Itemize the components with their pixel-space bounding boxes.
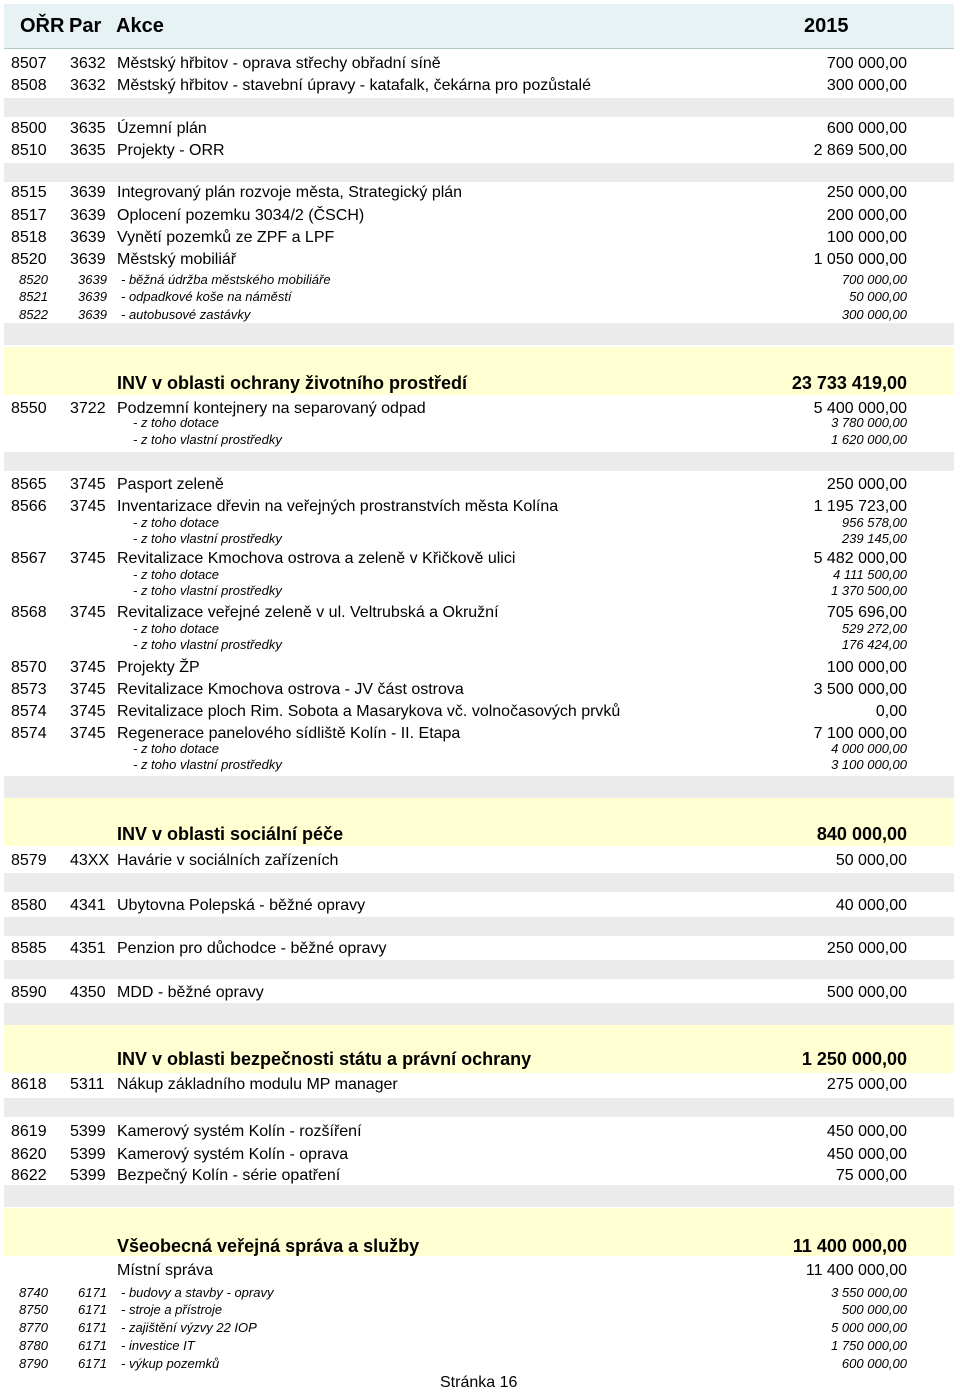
paragraph-code: 4341: [70, 897, 106, 914]
amount-2015: 450 000,00: [826, 1123, 907, 1140]
paragraph-code: 3635: [70, 120, 106, 137]
table-row: [0, 937, 960, 959]
action-description: - z toho vlastní prostředky: [133, 432, 282, 447]
action-description: INV v oblasti ochrany životního prostředí: [117, 373, 468, 393]
table-row: [0, 204, 960, 226]
amount-2015: 5 000 000,00: [831, 1320, 907, 1335]
funding-breakdown-row: [0, 515, 960, 531]
action-description: Havárie v sociálních zařízeních: [117, 852, 339, 869]
amount-2015: 705 696,00: [826, 604, 907, 621]
row-spacer: [4, 163, 954, 182]
orr-code: 8565: [11, 476, 47, 493]
table-row: [0, 248, 960, 270]
table-row: [0, 181, 960, 203]
paragraph-code: 3745: [70, 604, 106, 621]
amount-2015: 956 578,00: [841, 515, 907, 530]
section-heading-row: [0, 823, 960, 849]
section-spacer: [4, 1185, 954, 1207]
paragraph-code: 3639: [70, 229, 106, 246]
paragraph-code: 6171: [78, 1338, 107, 1353]
orr-code: 8510: [11, 142, 47, 159]
amount-2015: 700 000,00: [826, 55, 907, 72]
paragraph-code: 3639: [78, 289, 107, 304]
amount-2015: 239 145,00: [841, 531, 907, 546]
paragraph-code: 3635: [70, 142, 106, 159]
orr-code: 8522: [19, 307, 48, 322]
paragraph-code: 3745: [70, 550, 106, 567]
table-row: [0, 270, 960, 288]
table-row: [0, 1259, 960, 1281]
orr-code: 8508: [11, 77, 47, 94]
orr-code: 8622: [11, 1167, 47, 1184]
table-row: [0, 678, 960, 700]
paragraph-code: 6171: [78, 1285, 107, 1300]
amount-2015: 2 869 500,00: [813, 142, 907, 159]
amount-2015: 1 620 000,00: [831, 432, 907, 447]
page-number: Stránka 16: [440, 1374, 518, 1391]
table-row: [0, 1120, 960, 1142]
action-description: - z toho vlastní prostředky: [133, 757, 282, 772]
paragraph-code: 4350: [70, 984, 106, 1001]
action-description: Všeobecná veřejná správa a služby: [117, 1236, 420, 1256]
paragraph-code: 5399: [70, 1123, 106, 1140]
paragraph-code: 6171: [78, 1356, 107, 1371]
table-row: [0, 1318, 960, 1336]
action-description: Revitalizace Kmochova ostrova a zeleně v Křičkově ulici: [117, 550, 516, 567]
column-header-par: Par: [69, 15, 102, 37]
amount-2015: 1 050 000,00: [813, 251, 907, 268]
orr-code: 8618: [11, 1076, 47, 1093]
orr-code: 8570: [11, 659, 47, 676]
table-row: [0, 1073, 960, 1095]
action-description: - odpadkové koše na náměstí: [121, 289, 292, 304]
orr-code: 8579: [11, 852, 47, 869]
paragraph-code: 5311: [70, 1076, 105, 1093]
amount-2015: 75 000,00: [835, 1167, 907, 1184]
action-description: Revitalizace Kmochova ostrova - JV část ostrova: [117, 681, 464, 698]
row-spacer: [4, 873, 954, 892]
orr-code: 8520: [19, 272, 48, 287]
section-heading-row: [0, 1048, 960, 1074]
action-description: - z toho dotace: [133, 515, 219, 530]
amount-2015: 40 000,00: [835, 897, 907, 914]
amount-2015: 50 000,00: [849, 289, 907, 304]
amount-2015: 1 750 000,00: [831, 1338, 907, 1353]
orr-code: 8515: [11, 184, 47, 201]
funding-breakdown-row: [0, 415, 960, 431]
section-spacer: [4, 776, 954, 798]
funding-breakdown-row: [0, 621, 960, 637]
amount-2015: 300 000,00: [826, 77, 907, 94]
paragraph-code: 6171: [78, 1320, 107, 1335]
paragraph-code: 3632: [70, 55, 106, 72]
amount-2015: 529 272,00: [841, 621, 907, 636]
action-description: Revitalizace veřejné zeleně v ul. Veltrubská a Okružní: [117, 604, 499, 621]
amount-2015: 100 000,00: [826, 659, 907, 676]
section-spacer: [4, 323, 954, 345]
action-description: Projekty ŽP: [117, 659, 200, 676]
table-row: [0, 981, 960, 1003]
orr-code: 8573: [11, 681, 47, 698]
action-description: Pasport zeleně: [117, 476, 224, 493]
action-description: - budovy a stavby - opravy: [121, 1285, 274, 1300]
table-row: [0, 287, 960, 305]
paragraph-code: 5399: [70, 1167, 106, 1184]
orr-code: 8585: [11, 940, 47, 957]
paragraph-code: 3639: [78, 307, 107, 322]
orr-code: 8574: [11, 703, 47, 720]
orr-code: 8780: [19, 1338, 48, 1353]
action-description: Nákup základního modulu MP manager: [117, 1076, 398, 1093]
action-description: Kamerový systém Kolín - oprava: [117, 1146, 349, 1163]
paragraph-code: 3639: [78, 272, 107, 287]
column-header-orr: OŘR: [20, 15, 65, 37]
orr-code: 8520: [11, 251, 47, 268]
table-row: [0, 226, 960, 248]
action-description: Městský hřbitov - oprava střechy obřadní síně: [117, 55, 441, 72]
column-header-year: 2015: [804, 15, 849, 37]
paragraph-code: 3639: [70, 251, 106, 268]
paragraph-code: 3745: [70, 681, 106, 698]
amount-2015: 600 000,00: [841, 1356, 907, 1371]
orr-code: 8740: [19, 1285, 48, 1300]
amount-2015: 11 400 000,00: [805, 1262, 907, 1279]
action-description: Projekty - ORR: [117, 142, 225, 159]
paragraph-code: 3745: [70, 476, 106, 493]
table-row: [0, 305, 960, 323]
action-description: - investice IT: [121, 1338, 195, 1353]
action-description: Kamerový systém Kolín - rozšíření: [117, 1123, 362, 1140]
paragraph-code: 3639: [70, 207, 106, 224]
action-description: Inventarizace dřevin na veřejných prostranstvích města Kolína: [117, 498, 559, 515]
table-row: [0, 1336, 960, 1354]
table-row: [0, 656, 960, 678]
orr-code: 8620: [11, 1146, 47, 1163]
orr-code: 8568: [11, 604, 47, 621]
orr-code: 8574: [11, 725, 47, 742]
action-description: Městský hřbitov - stavební úpravy - katafalk, čekárna pro pozůstalé: [117, 77, 591, 94]
action-description: MDD - běžné opravy: [117, 984, 264, 1001]
orr-code: 8518: [11, 229, 47, 246]
amount-2015: 275 000,00: [826, 1076, 907, 1093]
amount-2015: 11 400 000,00: [792, 1236, 907, 1256]
orr-code: 8521: [19, 289, 48, 304]
table-row: [0, 849, 960, 871]
action-description: Regenerace panelového sídliště Kolín - II. Etapa: [117, 725, 461, 742]
row-spacer: [4, 1098, 954, 1117]
funding-breakdown-row: [0, 757, 960, 773]
paragraph-code: 3745: [70, 659, 106, 676]
amount-2015: 4 000 000,00: [831, 741, 907, 756]
funding-breakdown-row: [0, 637, 960, 653]
action-description: - z toho dotace: [133, 621, 219, 636]
table-row: [0, 1164, 960, 1186]
paragraph-code: 43XX: [70, 852, 110, 869]
orr-code: 8550: [11, 400, 47, 417]
amount-2015: 23 733 419,00: [791, 373, 907, 393]
table-row: [0, 1354, 960, 1372]
action-description: Integrovaný plán rozvoje města, Strategický plán: [117, 184, 463, 201]
amount-2015: 5 482 000,00: [813, 550, 907, 567]
funding-breakdown-row: [0, 741, 960, 757]
funding-breakdown-row: [0, 583, 960, 599]
table-row: [0, 1300, 960, 1318]
amount-2015: 3 780 000,00: [831, 415, 907, 430]
table-row: [0, 52, 960, 74]
table-row: [0, 601, 960, 623]
funding-breakdown-row: [0, 432, 960, 448]
orr-code: 8790: [19, 1356, 48, 1371]
table-row: [0, 74, 960, 96]
amount-2015: 300 000,00: [841, 307, 907, 322]
paragraph-code: 3745: [70, 498, 106, 515]
paragraph-code: 3745: [70, 725, 106, 742]
orr-code: 8567: [11, 550, 47, 567]
amount-2015: 5 400 000,00: [813, 400, 907, 417]
amount-2015: 50 000,00: [835, 852, 907, 869]
amount-2015: 600 000,00: [826, 120, 907, 137]
orr-code: 8580: [11, 897, 47, 914]
action-description: Podzemní kontejnery na separovaný odpad: [117, 400, 426, 417]
action-description: - z toho vlastní prostředky: [133, 531, 282, 546]
table-row: [0, 139, 960, 161]
table-row: [0, 117, 960, 139]
paragraph-code: 3632: [70, 77, 106, 94]
amount-2015: 250 000,00: [826, 476, 907, 493]
action-description: - běžná údržba městského mobiliáře: [121, 272, 331, 287]
action-description: - z toho dotace: [133, 741, 219, 756]
action-description: INV v oblasti sociální péče: [117, 824, 344, 844]
amount-2015: 250 000,00: [826, 940, 907, 957]
amount-2015: 176 424,00: [841, 637, 907, 652]
amount-2015: 250 000,00: [826, 184, 907, 201]
amount-2015: 1 195 723,00: [813, 498, 907, 515]
amount-2015: 500 000,00: [841, 1302, 907, 1317]
action-description: - autobusové zastávky: [121, 307, 251, 322]
row-spacer: [4, 960, 954, 979]
column-header-akce: Akce: [116, 15, 164, 37]
action-description: Vynětí pozemků ze ZPF a LPF: [117, 229, 335, 246]
action-description: - výkup pozemků: [121, 1356, 220, 1371]
action-description: Bezpečný Kolín - série opatření: [117, 1167, 341, 1184]
orr-code: 8770: [19, 1320, 48, 1335]
action-description: - stroje a přístroje: [121, 1302, 223, 1317]
amount-2015: 500 000,00: [826, 984, 907, 1001]
amount-2015: 450 000,00: [826, 1146, 907, 1163]
action-description: - z toho vlastní prostředky: [133, 583, 282, 598]
orr-code: 8566: [11, 498, 47, 515]
row-spacer: [4, 917, 954, 936]
amount-2015: 700 000,00: [841, 272, 907, 287]
action-description: - z toho dotace: [133, 415, 219, 430]
table-row: [0, 547, 960, 569]
orr-code: 8750: [19, 1302, 48, 1317]
section-heading-row: [0, 1235, 960, 1261]
table-row: [0, 700, 960, 722]
orr-code: 8507: [11, 55, 47, 72]
section-heading-row: [0, 372, 960, 398]
amount-2015: 3 550 000,00: [831, 1285, 907, 1300]
orr-code: 8590: [11, 984, 47, 1001]
action-description: Místní správa: [117, 1262, 214, 1279]
action-description: Oplocení pozemku 3034/2 (ČSCH): [117, 207, 365, 224]
table-row: [0, 495, 960, 517]
row-spacer: [4, 452, 954, 471]
action-description: Ubytovna Polepská - běžné opravy: [117, 897, 366, 914]
amount-2015: 3 100 000,00: [831, 757, 907, 772]
funding-breakdown-row: [0, 567, 960, 583]
paragraph-code: 3722: [70, 400, 106, 417]
amount-2015: 1 250 000,00: [801, 1049, 907, 1069]
paragraph-code: 4351: [70, 940, 106, 957]
amount-2015: 4 111 500,00: [833, 567, 907, 582]
action-description: Městský mobiliář: [117, 251, 237, 268]
amount-2015: 100 000,00: [826, 229, 907, 246]
table-row: [0, 473, 960, 495]
action-description: Penzion pro důchodce - běžné opravy: [117, 940, 387, 957]
section-spacer: [4, 1003, 954, 1025]
action-description: INV v oblasti bezpečnosti státu a právní ochrany: [117, 1049, 532, 1069]
action-description: - z toho vlastní prostředky: [133, 637, 282, 652]
orr-code: 8517: [11, 207, 47, 224]
amount-2015: 7 100 000,00: [813, 725, 907, 742]
amount-2015: 200 000,00: [826, 207, 907, 224]
action-description: - z toho dotace: [133, 567, 219, 582]
row-spacer: [4, 98, 954, 117]
amount-2015: 0,00: [875, 703, 907, 720]
paragraph-code: 5399: [70, 1146, 106, 1163]
paragraph-code: 6171: [78, 1302, 107, 1317]
table-row: [0, 1283, 960, 1301]
table-row: [0, 894, 960, 916]
orr-code: 8500: [11, 120, 47, 137]
action-description: Revitalizace ploch Rim. Sobota a Masarykova vč. volnočasových prvků: [117, 703, 621, 720]
action-description: Územní plán: [117, 120, 207, 137]
amount-2015: 3 500 000,00: [813, 681, 907, 698]
orr-code: 8619: [11, 1123, 47, 1140]
paragraph-code: 3639: [70, 184, 106, 201]
amount-2015: 1 370 500,00: [831, 583, 907, 598]
funding-breakdown-row: [0, 531, 960, 547]
action-description: - zajištění výzvy 22 IOP: [121, 1320, 257, 1335]
paragraph-code: 3745: [70, 703, 106, 720]
amount-2015: 840 000,00: [816, 824, 907, 844]
table-row: [0, 1143, 960, 1165]
